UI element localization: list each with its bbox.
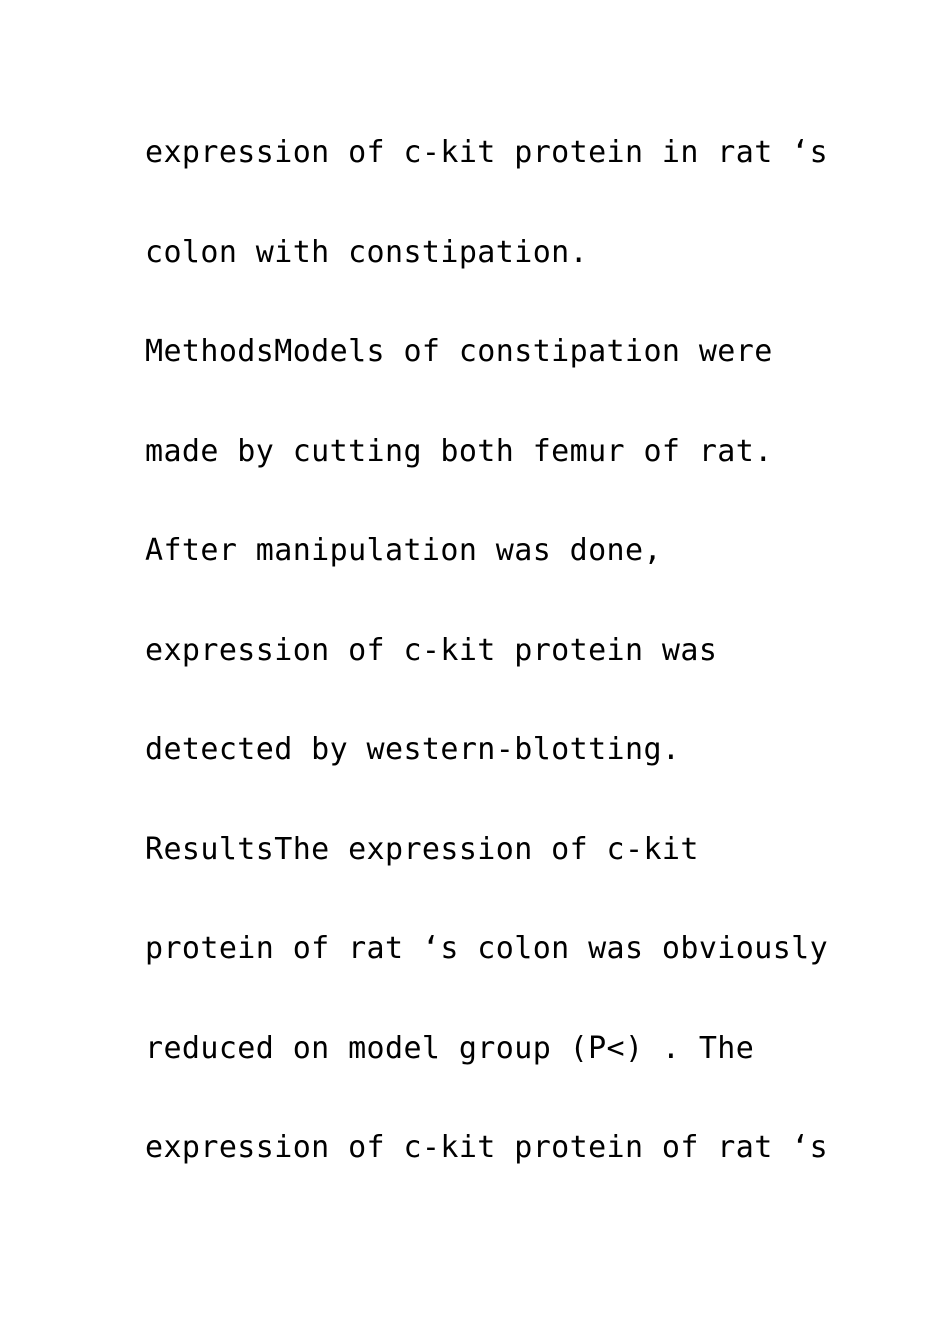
text-line: MethodsModels of constipation were [145,334,773,369]
text-line: expression of c-kit protein was [145,632,718,668]
text-line: reduced on model group (P<) . The [145,1030,755,1066]
text-line: After manipulation was done, [145,533,662,568]
text-line: colon with constipation. [145,234,589,270]
text-line: made by cutting both femur of rat. [145,433,773,469]
text-line: protein of rat ‘s colon was obviously [145,931,829,966]
text-line: expression of c-kit protein in rat ‘s [145,135,829,170]
text-line: expression of c-kit protein of rat ‘s [145,1130,829,1165]
text-line: detected by western-blotting. [145,732,681,767]
abstract-text [145,128,829,1223]
text-line: ResultsThe expression of c-kit [145,831,699,867]
